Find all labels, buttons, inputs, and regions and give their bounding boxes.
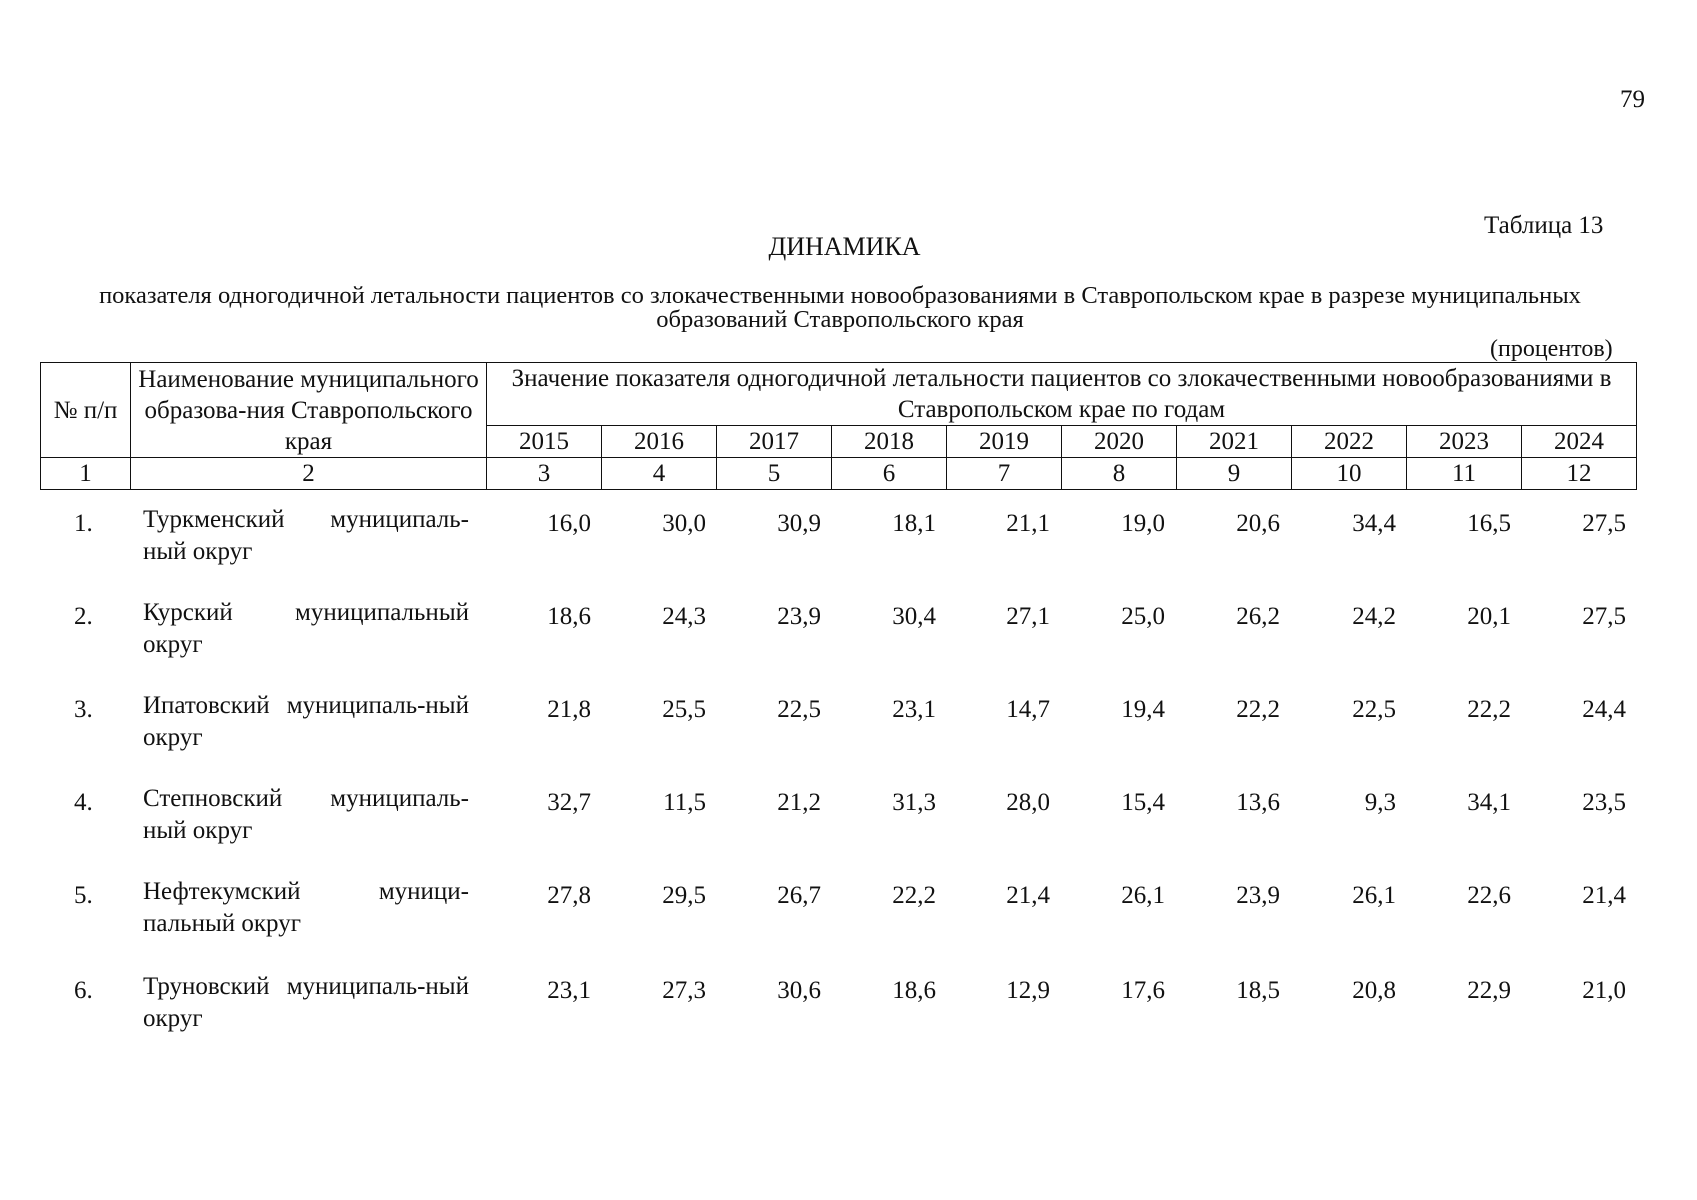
- row-value: 11,5: [663, 789, 706, 816]
- row-value: 24,3: [662, 603, 706, 630]
- document-title-text: ДИНАМИКА: [768, 232, 921, 261]
- row-value: 15,4: [1121, 789, 1165, 816]
- row-value: 12,9: [1006, 977, 1050, 1004]
- row-value: 18,5: [1236, 977, 1280, 1004]
- row-number: 3.: [74, 696, 93, 723]
- row-value: 16,5: [1467, 510, 1511, 537]
- row-value: 14,7: [1006, 696, 1050, 723]
- row-value: 23,1: [892, 696, 936, 723]
- header-year: 2017: [717, 426, 832, 458]
- row-value: 30,9: [777, 510, 821, 537]
- row-value: 20,8: [1352, 977, 1396, 1004]
- row-value: 21,0: [1582, 977, 1626, 1004]
- document-subtitle: показателя одногодичной летальности пациентов со злокачественными новообразованиями в Ставропольском крае в разрезе муниципальных образований Ставропольского края: [99, 282, 1581, 333]
- header-year: 2018: [832, 426, 947, 458]
- row-value: 26,7: [777, 882, 821, 909]
- row-number: 2.: [74, 603, 93, 630]
- header-col-index: 9: [1177, 458, 1292, 490]
- header-col-index: 2: [131, 458, 487, 490]
- header-col-index: 5: [717, 458, 832, 490]
- row-value: 21,4: [1582, 882, 1626, 909]
- header-col-index: 7: [947, 458, 1062, 490]
- row-value: 19,4: [1121, 696, 1165, 723]
- row-value: 22,5: [1352, 696, 1396, 723]
- header-col-index: 8: [1062, 458, 1177, 490]
- row-value: 13,6: [1236, 789, 1280, 816]
- page-number: 79: [1620, 86, 1645, 113]
- row-value: 19,0: [1121, 510, 1165, 537]
- row-value: 22,9: [1467, 977, 1511, 1004]
- header-year: 2023: [1407, 426, 1522, 458]
- row-value: 34,1: [1467, 789, 1511, 816]
- header-col-index: 6: [832, 458, 947, 490]
- header-year: 2016: [602, 426, 717, 458]
- header-value-span: Значение показателя одногодичной летальности пациентов со злокачественными новообразованиями в Ставропольском крае по годам: [487, 363, 1637, 426]
- row-value: 24,2: [1352, 603, 1396, 630]
- header-name-col: Наименование муниципального образова-ния Ставропольского края: [131, 363, 487, 458]
- row-value: 17,6: [1121, 977, 1165, 1004]
- row-value: 20,6: [1236, 510, 1280, 537]
- row-value: 23,9: [1236, 882, 1280, 909]
- row-value: 30,4: [892, 603, 936, 630]
- header-year: 2024: [1522, 426, 1637, 458]
- row-number: 4.: [74, 789, 93, 816]
- header-col-index: 4: [602, 458, 717, 490]
- row-value: 34,4: [1352, 510, 1396, 537]
- header-year: 2022: [1292, 426, 1407, 458]
- row-value: 27,1: [1006, 603, 1050, 630]
- row-value: 18,1: [892, 510, 936, 537]
- row-value: 23,1: [547, 977, 591, 1004]
- row-value: 22,6: [1467, 882, 1511, 909]
- header-col-index: 12: [1522, 458, 1637, 490]
- row-municipality-name: Труновский муниципаль-ный округ: [143, 973, 469, 1032]
- header-year: 2015: [487, 426, 602, 458]
- header-year: 2021: [1177, 426, 1292, 458]
- header-year: 2019: [947, 426, 1062, 458]
- row-value: 30,0: [662, 510, 706, 537]
- row-value: 20,1: [1467, 603, 1511, 630]
- table-number: Таблица 13: [1484, 212, 1604, 239]
- header-index-row: [41, 458, 1637, 490]
- row-number: 1.: [74, 510, 93, 537]
- row-value: 22,2: [892, 882, 936, 909]
- document-title: [0, 232, 1697, 262]
- row-value: 29,5: [662, 882, 706, 909]
- row-value: 25,0: [1121, 603, 1165, 630]
- row-municipality-name: Ипатовский муниципаль-ный округ: [143, 692, 469, 751]
- header-num-col: № п/п: [41, 363, 131, 458]
- row-value: 22,2: [1236, 696, 1280, 723]
- header-col-index: 3: [487, 458, 602, 490]
- row-value: 22,5: [777, 696, 821, 723]
- header-col-index: 11: [1407, 458, 1522, 490]
- row-value: 27,3: [662, 977, 706, 1004]
- row-value: 9,3: [1364, 789, 1396, 816]
- row-value: 23,9: [777, 603, 821, 630]
- row-municipality-name: Нефтекумский муници-пальный округ: [143, 878, 469, 937]
- row-value: 27,5: [1582, 603, 1626, 630]
- row-value: 24,4: [1582, 696, 1626, 723]
- row-value: 30,6: [777, 977, 821, 1004]
- units-label: (процентов): [1490, 336, 1613, 362]
- row-value: 16,0: [547, 510, 591, 537]
- row-value: 22,2: [1467, 696, 1511, 723]
- table-header: [40, 362, 1637, 490]
- row-value: 26,2: [1236, 603, 1280, 630]
- row-value: 26,1: [1352, 882, 1396, 909]
- header-col-index: 1: [41, 458, 131, 490]
- row-value: 31,3: [892, 789, 936, 816]
- row-value: 23,5: [1582, 789, 1626, 816]
- row-value: 27,8: [547, 882, 591, 909]
- row-value: 21,4: [1006, 882, 1050, 909]
- row-value: 21,8: [547, 696, 591, 723]
- row-value: 32,7: [547, 789, 591, 816]
- row-municipality-name: Степновский муниципаль-ный округ: [143, 785, 469, 844]
- row-value: 18,6: [547, 603, 591, 630]
- row-municipality-name: Курский муниципальный округ: [143, 599, 469, 658]
- row-number: 5.: [74, 882, 93, 909]
- header-year: 2020: [1062, 426, 1177, 458]
- header-col-index: 10: [1292, 458, 1407, 490]
- row-number: 6.: [74, 977, 93, 1004]
- row-value: 28,0: [1006, 789, 1050, 816]
- row-value: 26,1: [1121, 882, 1165, 909]
- row-municipality-name: Туркменский муниципаль-ный округ: [143, 506, 469, 565]
- row-value: 21,1: [1006, 510, 1050, 537]
- row-value: 21,2: [777, 789, 821, 816]
- row-value: 18,6: [892, 977, 936, 1004]
- row-value: 25,5: [662, 696, 706, 723]
- row-value: 27,5: [1582, 510, 1626, 537]
